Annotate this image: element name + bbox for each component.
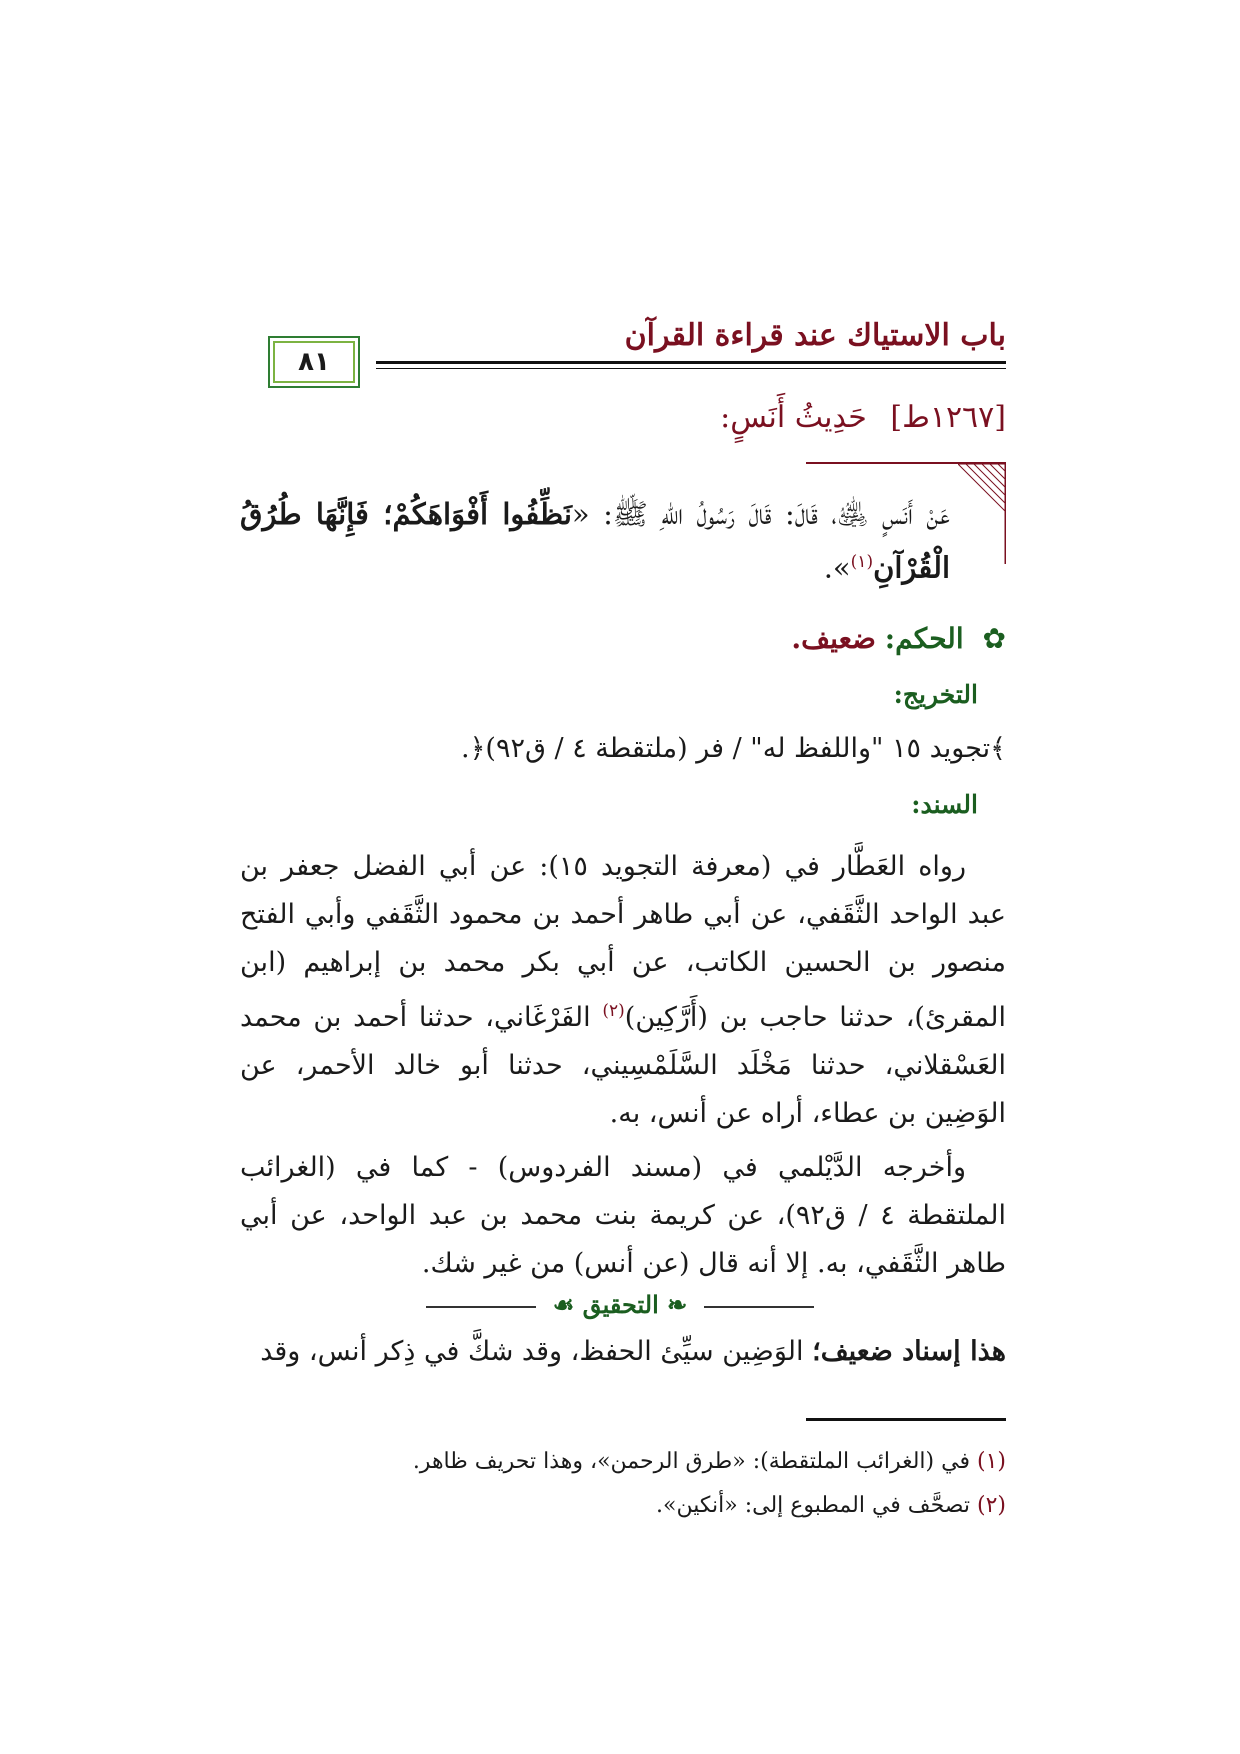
ruling-value: ضعيف. <box>791 622 876 655</box>
hadith-number: [١٢٦٧ط] <box>890 400 1006 435</box>
tahqiq-text <box>240 1328 1006 1376</box>
ruling <box>791 622 1006 655</box>
sanad-text-b: الفَرْغَاني، حدثنا أحمد بن محمد العَسْقلاني، حدثنا مَخْلَد السَّلَمْسِيني، حدثنا أبو خالد الأحمر، عن الوَضِين بن عطاء، أراه عن أنس، به. <box>240 1002 1006 1129</box>
footnote-1 <box>413 1440 1006 1484</box>
sanad-text-a: رواه العَطَّار في (معرفة التجويد ١٥): عن أبي الفضل جعفر بن عبد الواحد الثَّقَفي، عن أبي طاهر أحمد بن محمود الثَّقَفي وأبي الفتح منصور بن الحسين الكاتب، عن أبي بكر محمد بن إبراهيم (ابن المقرئ)، حدثنا حاجب بن (أَرَّكِين) <box>240 851 1006 1033</box>
page-number: ٨١ <box>298 347 330 377</box>
hadith-end: ». <box>823 550 851 585</box>
tahqiq-bold: هذا إسناد ضعيف؛ <box>812 1336 1006 1367</box>
sanad-paragraph-1 <box>240 843 1006 1138</box>
sanad-heading: السند: <box>911 790 978 819</box>
takhrij-heading: التخريج: <box>893 680 978 709</box>
chapter-title: باب الاستياك عند قراءة القرآن <box>624 318 1006 353</box>
footnote-ref-1[interactable]: (١) <box>850 552 874 572</box>
takhrij-text: ﴾تجويد ١٥ "واللفظ له" / فر (ملتقطة ٤ / ق٩٢)﴿. <box>461 733 1006 764</box>
hadith-text <box>240 490 950 592</box>
flourish-icon: ❧ <box>667 1290 688 1319</box>
footnote-number: (٢) <box>976 1493 1006 1518</box>
footnote-ref-2[interactable]: (٢) <box>602 1001 625 1021</box>
tahqiq-divider <box>0 1290 1240 1319</box>
footnote-number: (١) <box>976 1449 1006 1474</box>
footnote-text: في (الغرائب الملتقطة): «طرق الرحمن»، وهذا تحريف ظاهر. <box>412 1449 977 1474</box>
footnote-text: تصحَّف في المطبوع إلى: «أنكين». <box>656 1493 977 1518</box>
divider-line <box>704 1306 814 1308</box>
hadith-intro: عَنْ أَنَسٍ ﵁، قَالَ: قَالَ رَسُولُ اللهِ ﷺ: « <box>571 497 950 531</box>
hadith-heading <box>720 400 1006 435</box>
footnote-2 <box>413 1484 1006 1528</box>
tahqiq-body: الوَضِين سيِّئ الحفظ، وقد شكَّ في ذِكر أنس، وقد <box>260 1336 813 1367</box>
page-number-badge <box>268 336 360 388</box>
footnote-rule <box>806 1418 1006 1421</box>
corner-ornament-icon <box>958 464 1006 564</box>
tahqiq-heading: التحقيق <box>582 1290 659 1319</box>
flourish-icon: ☙ <box>552 1290 575 1319</box>
hadith-matn: نَظِّفُوا أَفْوَاهَكُمْ؛ فَإِنَّهَا طُرُقُ الْقُرْآنِ <box>240 497 950 585</box>
footnotes <box>413 1440 1006 1528</box>
hadith-title: حَدِيثُ أَنَسٍ: <box>720 400 867 435</box>
rosette-icon: ✿ <box>982 622 1006 655</box>
divider-line <box>426 1306 536 1308</box>
sanad-text-2: وأخرجه الدَّيْلمي في (مسند الفردوس) - كما في (الغرائب الملتقطة ٤ / ق٩٢)، عن كريمة بنت محمد بن عبد الواحد، عن أبي طاهر الثَّقَفي، به. إلا أنه قال (عن أنس) من غير شك. <box>240 1152 1007 1279</box>
sanad-paragraph-2 <box>240 1144 1006 1288</box>
ruling-label: الحكم: <box>884 622 964 655</box>
